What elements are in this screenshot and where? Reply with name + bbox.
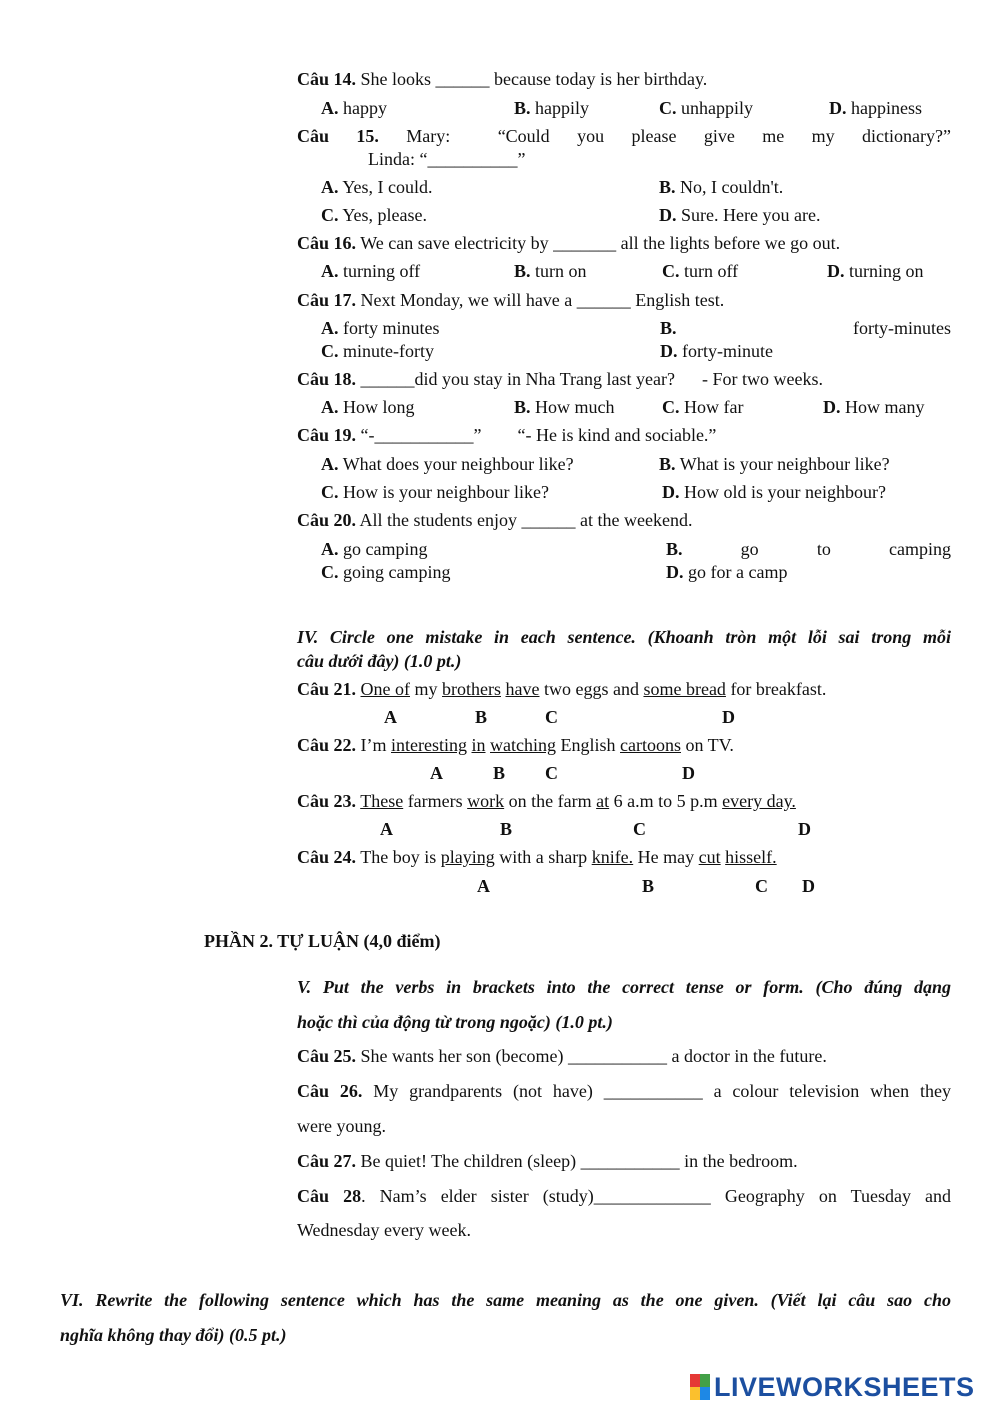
q21-part-b[interactable]: brothers [442, 679, 501, 699]
q14-option-d[interactable] [829, 97, 922, 119]
option-text: How long [343, 397, 415, 417]
option-letter: B. [659, 454, 676, 474]
q19-option-b[interactable] [659, 453, 890, 475]
option-text: turn on [535, 261, 587, 281]
option-word: go [740, 539, 759, 559]
q18-option-d[interactable] [823, 396, 925, 418]
option-word: camping [889, 539, 951, 559]
option-letter: A. [321, 98, 339, 118]
option-text: go camping [343, 539, 428, 559]
logo-square-red [690, 1374, 700, 1387]
q24-sentence [297, 846, 777, 868]
option-text: going camping [343, 562, 451, 582]
liveworksheets-logo-icon [690, 1374, 710, 1400]
q20-option-d[interactable] [666, 561, 787, 583]
q18-stem [297, 368, 823, 390]
q22-letter-d[interactable]: D [682, 763, 695, 783]
q21-part-d[interactable]: some bread [643, 679, 726, 699]
q19-option-d[interactable] [662, 481, 886, 503]
logo-square-yellow [690, 1387, 700, 1400]
q14-label: Câu 14. [297, 69, 357, 89]
q15-word: Mary: [406, 126, 451, 146]
logo-square-green [700, 1374, 710, 1387]
option-letter: B. [659, 177, 676, 197]
option-letter: B. [660, 318, 677, 338]
q15-word: my [811, 126, 835, 146]
q24-text: The boy is [360, 847, 441, 867]
q24-letter-d[interactable]: D [802, 876, 815, 896]
option-text: turning on [849, 261, 924, 281]
option-letter: D. [827, 261, 845, 281]
q21-sentence [297, 678, 826, 700]
option-text: happiness [851, 98, 922, 118]
q21-label: Câu 21. [297, 679, 357, 699]
option-letter: A. [321, 261, 339, 281]
option-letter: C. [321, 482, 339, 502]
q24-part-a[interactable]: playing [440, 847, 495, 867]
option-letter: A. [321, 397, 339, 417]
q17-option-c[interactable] [321, 340, 434, 362]
q16-option-d[interactable] [827, 260, 924, 282]
q15-option-d[interactable] [659, 204, 820, 226]
q15-word: “Could [497, 126, 550, 146]
q22-part-c[interactable]: watching [490, 735, 556, 755]
q16-option-b[interactable] [514, 260, 587, 282]
option-text: What does your neighbour like? [342, 454, 574, 474]
q24-letter-b[interactable]: B [642, 876, 655, 896]
q21-text: for breakfast. [725, 679, 827, 699]
section-4-heading-line1: IV. Circle one mistake in each sentence. (Khoanh tròn một lỗi sai trong mỗi [297, 627, 951, 647]
q15-option-a[interactable] [321, 176, 433, 198]
q23-letter-c[interactable]: C [633, 819, 646, 839]
q26-line2: were young. [297, 1116, 386, 1136]
q15-word: dictionary?” [862, 126, 951, 146]
q18-option-b[interactable] [514, 396, 615, 418]
q24-letter-a[interactable]: A [477, 876, 490, 896]
option-text: Yes, I could. [342, 177, 433, 197]
q21-letter-a[interactable]: A [384, 707, 397, 727]
option-text: turning off [343, 261, 421, 281]
q23-letter-a[interactable]: A [380, 819, 393, 839]
q21-letter-d[interactable]: D [722, 707, 735, 727]
q23-part-b[interactable]: work [467, 791, 505, 811]
part-2-heading: PHẦN 2. TỰ LUẬN (4,0 điểm) [204, 931, 441, 951]
q17-option-d[interactable] [660, 340, 773, 362]
option-text: No, I couldn't. [680, 177, 784, 197]
q27-label: Câu 27. [297, 1151, 357, 1171]
q26-sentence [297, 1080, 951, 1102]
q21-letter-c[interactable]: C [545, 707, 558, 727]
q22-text: on TV. [681, 735, 734, 755]
option-letter: A. [321, 539, 339, 559]
q22-part-a[interactable]: interesting [391, 735, 467, 755]
q23-sentence [297, 790, 796, 812]
option-letter: C. [321, 205, 339, 225]
q15-word: you [577, 126, 605, 146]
q14-stem [297, 68, 707, 90]
q28-label: Câu 28 [297, 1186, 362, 1206]
option-text: How is your neighbour like? [343, 482, 549, 502]
q22-part-b[interactable]: in [471, 735, 486, 755]
option-text: How old is your neighbour? [684, 482, 886, 502]
q23-part-a[interactable]: These [360, 791, 404, 811]
q25-text[interactable]: She wants her son (become) ___________ a doctor in the future. [360, 1046, 827, 1066]
q27-text[interactable]: Be quiet! The children (sleep) ___________ in the bedroom. [360, 1151, 798, 1171]
option-letter: D. [660, 341, 678, 361]
q23-text: 6 a.m to 5 p.m [609, 791, 723, 811]
q16-option-c[interactable] [662, 260, 738, 282]
option-text: How much [535, 397, 615, 417]
q17-option-b[interactable] [660, 317, 951, 339]
q19-text: “-___________” “- He is kind and sociable.” [360, 425, 717, 445]
q22-part-d[interactable]: cartoons [620, 735, 681, 755]
option-text: How far [684, 397, 744, 417]
option-letter: C. [321, 562, 339, 582]
liveworksheets-logo [690, 1372, 975, 1402]
q15-word: me [762, 126, 785, 146]
q24-text: with a sharp [494, 847, 592, 867]
q19-label: Câu 19. [297, 425, 357, 445]
q21-text: my [410, 679, 443, 699]
option-text: turn off [684, 261, 739, 281]
option-text: happy [343, 98, 387, 118]
q22-text: I’m [360, 735, 392, 755]
q25-label: Câu 25. [297, 1046, 357, 1066]
q19-stem [297, 424, 716, 446]
q16-label: Câu 16. [297, 233, 357, 253]
q15-label-b: 15. [356, 126, 379, 146]
option-text: unhappily [681, 98, 753, 118]
q15-option-b[interactable] [659, 176, 783, 198]
q20-option-a[interactable] [321, 538, 427, 560]
q22-sentence [297, 734, 734, 756]
q19-option-c[interactable] [321, 481, 549, 503]
q24-part-d[interactable]: hisself. [725, 847, 777, 867]
option-letter: B. [514, 397, 531, 417]
option-letter: D. [662, 482, 680, 502]
option-letter: B. [514, 98, 531, 118]
option-text: How many [845, 397, 925, 417]
option-letter: B. [514, 261, 531, 281]
option-text: forty-minute [682, 341, 773, 361]
q17-stem [297, 289, 724, 311]
q15-label-a: Câu [297, 126, 330, 146]
option-letter: A. [321, 454, 339, 474]
option-letter: D. [829, 98, 847, 118]
option-text: happily [535, 98, 590, 118]
option-text: Yes, please. [342, 205, 428, 225]
option-letter: A. [321, 177, 339, 197]
q20-option-b[interactable] [666, 538, 951, 560]
option-letter: A. [321, 318, 339, 338]
q18-option-c[interactable] [662, 396, 743, 418]
q24-text: He may [633, 847, 699, 867]
q18-option-a[interactable] [321, 396, 415, 418]
q21-part-a[interactable]: One of [360, 679, 410, 699]
q21-text: two eggs and [539, 679, 644, 699]
q19-option-a[interactable] [321, 453, 574, 475]
q22-label: Câu 22. [297, 735, 357, 755]
option-letter: C. [662, 261, 680, 281]
q17-label: Câu 17. [297, 290, 357, 310]
q15-stem [297, 125, 951, 147]
q15-word: please [631, 126, 677, 146]
option-letter: B. [666, 539, 683, 559]
q22-letter-a[interactable]: A [430, 763, 443, 783]
q18-label: Câu 18. [297, 369, 357, 389]
q16-option-a[interactable] [321, 260, 420, 282]
q16-text: We can save electricity by _______ all the lights before we go out. [360, 233, 841, 253]
q16-stem [297, 232, 840, 254]
q23-text: on the farm [504, 791, 597, 811]
q24-label: Câu 24. [297, 847, 357, 867]
q15-option-c[interactable] [321, 204, 427, 226]
option-text: minute-forty [343, 341, 434, 361]
q14-option-a[interactable] [321, 97, 387, 119]
q22-letter-b[interactable]: B [493, 763, 506, 783]
option-letter: C. [659, 98, 677, 118]
q22-letter-c[interactable]: C [545, 763, 558, 783]
q28-line2: Wednesday every week. [297, 1220, 471, 1240]
q23-label: Câu 23. [297, 791, 357, 811]
q23-letter-b[interactable]: B [500, 819, 513, 839]
q23-text: farmers [403, 791, 468, 811]
option-text: forty-minutes [853, 318, 951, 338]
q25-sentence [297, 1045, 827, 1067]
option-text: What is your neighbour like? [679, 454, 890, 474]
logo-square-blue [700, 1387, 710, 1400]
section-5-heading-line1: V. Put the verbs in brackets into the correct tense or form. (Cho đúng dạng [297, 977, 951, 997]
q21-part-c[interactable]: have [505, 679, 540, 699]
q17-option-a[interactable] [321, 317, 440, 339]
section-6-heading-line1: VI. Rewrite the following sentence which has the same meaning as the one given. (Viết lại câu sao cho [60, 1290, 951, 1310]
q15-word: give [703, 126, 735, 146]
liveworksheets-logo-text: LIVEWORKSHEETS [714, 1372, 975, 1402]
q14-option-b[interactable] [514, 97, 589, 119]
section-4-heading-line2: câu dưới đây) (1.0 pt.) [297, 651, 462, 671]
option-letter: D. [666, 562, 684, 582]
option-text: forty minutes [343, 318, 440, 338]
q22-text: English [556, 735, 621, 755]
q15-line2: Linda: “__________” [368, 149, 526, 169]
q24-part-c[interactable]: cut [698, 847, 721, 867]
section-5-heading-line2: hoặc thì của động từ trong ngoặc) (1.0 pt.) [297, 1012, 613, 1032]
q18-text: ______did you stay in Nha Trang last year? - For two weeks. [360, 369, 823, 389]
q23-part-c[interactable]: at [596, 791, 610, 811]
q14-option-c[interactable] [659, 97, 753, 119]
q20-label: Câu 20. [297, 510, 357, 530]
q20-option-c[interactable] [321, 561, 450, 583]
q24-letter-c[interactable]: C [755, 876, 768, 896]
q17-text: Next Monday, we will have a ______ English test. [360, 290, 725, 310]
q28-text[interactable]: . Nam’s elder sister (study)_____________ Geography on Tuesday and [361, 1186, 951, 1206]
option-text: go for a camp [688, 562, 788, 582]
option-letter: D. [823, 397, 841, 417]
q23-part-d[interactable]: every day. [722, 791, 796, 811]
q28-sentence [297, 1185, 951, 1207]
section-6-heading-line2: nghĩa không thay đổi) (0.5 pt.) [60, 1325, 287, 1345]
q23-letter-d[interactable]: D [798, 819, 811, 839]
q26-label: Câu 26. [297, 1081, 363, 1101]
q20-stem [297, 509, 692, 531]
option-text: Sure. Here you are. [681, 205, 821, 225]
option-letter: C. [662, 397, 680, 417]
q21-letter-b[interactable]: B [475, 707, 488, 727]
q26-text[interactable]: My grandparents (not have) ___________ a colour television when they [373, 1081, 952, 1101]
option-letter: D. [659, 205, 677, 225]
q20-text: All the students enjoy ______ at the weekend. [359, 510, 693, 530]
q27-sentence [297, 1150, 798, 1172]
q14-text: She looks ______ because today is her birthday. [360, 69, 708, 89]
option-word: to [816, 539, 831, 559]
q24-part-b[interactable]: knife. [591, 847, 634, 867]
option-letter: C. [321, 341, 339, 361]
